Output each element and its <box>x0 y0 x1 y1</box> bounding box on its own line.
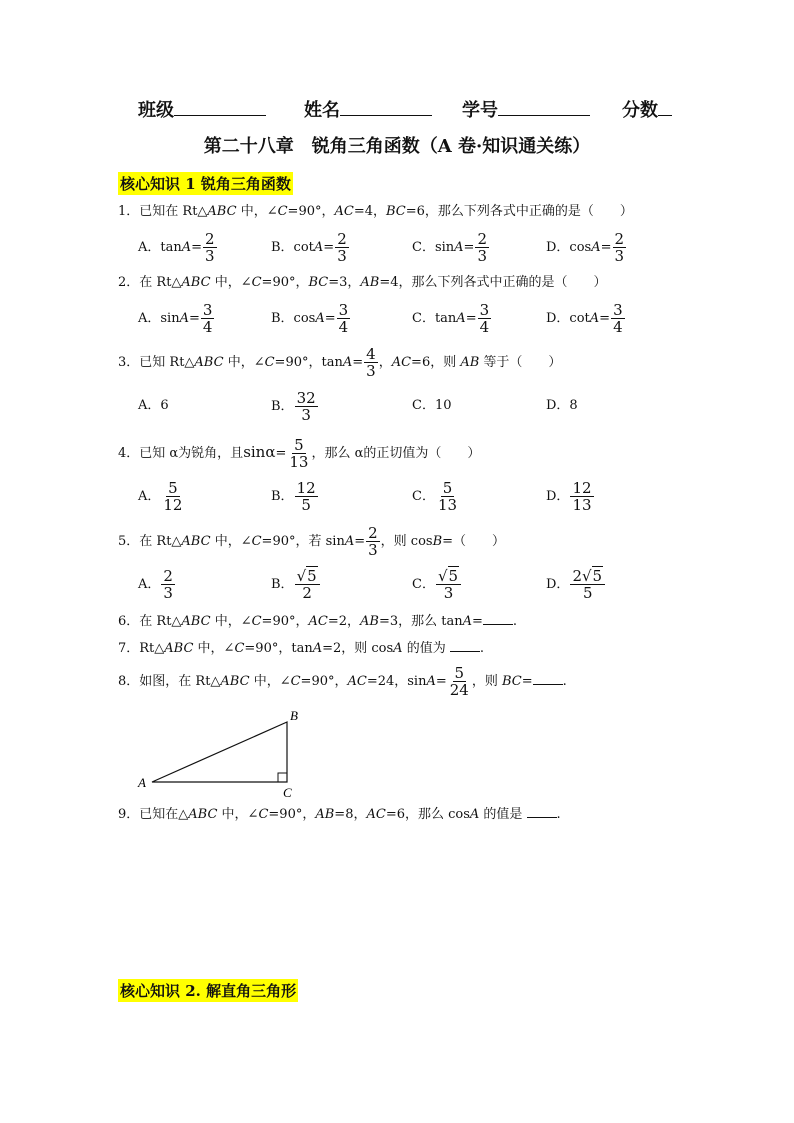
q3-option-a[interactable]: A．6 <box>138 398 169 413</box>
question-3: 3．已知 Rt△ABC 中，∠C=90°，tanA= $\frac{4}{3}$ ，AC=6，则 AB 等于（ ） <box>118 345 562 380</box>
q9-answer-blank[interactable] <box>527 805 557 818</box>
q4-option-a[interactable]: A． $\frac{5}{12}$ <box>138 479 183 514</box>
vertex-label-c: C <box>283 785 292 800</box>
student-id-field[interactable]: 学号 <box>462 96 590 122</box>
q2-option-d[interactable]: D．cotA= $\frac{3}{4}$ <box>546 301 623 336</box>
q8-answer-blank[interactable] <box>533 672 563 685</box>
sqrt-symbol: √ <box>581 567 592 585</box>
question-4: 4．已知 α为锐角，且sinα= $\frac{5}{13}$ ，那么 α的正切值为（ ） <box>118 436 481 471</box>
page-title: 第二十八章 锐角三角函数（A 卷·知识通关练） <box>203 136 591 157</box>
q1-option-a[interactable]: A．tanA= $\frac{2}{3}$ <box>138 230 215 265</box>
sqrt-symbol: √ <box>296 567 307 585</box>
score-field[interactable]: 分数 <box>622 96 672 122</box>
triangle-abc <box>152 722 287 782</box>
q5-option-b[interactable]: B． $\frac{√5}{2}$ <box>271 568 321 601</box>
question-9: 9．已知在△ABC 中，∠C=90°，AB=8，AC=6，那么 cosA 的值是 . <box>118 807 561 822</box>
q5-option-a[interactable]: A． $\frac{2}{3}$ <box>138 567 173 602</box>
section-heading-2: 核心知识 2. 解直角三角形 <box>118 979 298 1002</box>
q5-option-d[interactable]: D． $\frac{2√5}{5}$ <box>546 568 606 601</box>
q4-option-d[interactable]: D． $\frac{12}{13}$ <box>546 479 592 514</box>
question-6: 6．在 Rt△ABC 中，∠C=90°，AC=2，AB=3，那么 tanA= . <box>118 614 518 629</box>
class-field[interactable]: 班级 <box>138 96 266 122</box>
name-field[interactable]: 姓名 <box>304 96 432 122</box>
right-triangle-figure <box>130 705 310 800</box>
q3-option-b[interactable]: B． $\frac{32}{3}$ <box>271 389 316 424</box>
vertex-label-b: B <box>290 708 298 723</box>
q2-option-a[interactable]: A．sinA= $\frac{3}{4}$ <box>138 301 213 336</box>
q3-option-c[interactable]: C．10 <box>412 398 452 413</box>
section-heading-1: 核心知识 1 锐角三角函数 <box>118 172 293 195</box>
sqrt-symbol: √ <box>437 567 448 585</box>
student-info-header <box>0 96 794 126</box>
q5-option-c[interactable]: C． $\frac{√5}{3}$ <box>412 568 462 601</box>
q2-option-c[interactable]: C．tanA= $\frac{3}{4}$ <box>412 301 490 336</box>
q1-option-c[interactable]: C．sinA= $\frac{2}{3}$ <box>412 230 487 265</box>
q2-option-b[interactable]: B．cosA= $\frac{3}{4}$ <box>271 301 349 336</box>
q4-option-c[interactable]: C． $\frac{5}{13}$ <box>412 479 458 514</box>
question-5: 5．在 Rt△ABC 中，∠C=90°，若 sinA= $\frac{2}{3}$ ，则 cosB=（ ） <box>118 524 506 559</box>
q4-option-b[interactable]: B． $\frac{12}{5}$ <box>271 479 316 514</box>
q1-option-d[interactable]: D．cosA= $\frac{2}{3}$ <box>546 230 625 265</box>
q3-option-d[interactable]: D．8 <box>546 398 578 413</box>
q6-answer-blank[interactable] <box>483 612 513 625</box>
question-8: 8．如图，在 Rt△ABC 中，∠C=90°，AC=24，sinA= $\frac{5}{24}$ ，则 BC= . <box>118 664 567 699</box>
q1-option-b[interactable]: B．cotA= $\frac{2}{3}$ <box>271 230 347 265</box>
vertex-label-a: A <box>138 775 146 790</box>
question-1: 1．已知在 Rt△ABC 中，∠C=90°，AC=4，BC=6，那么下列各式中正确的是（ ） <box>118 204 633 219</box>
question-2: 2．在 Rt△ABC 中，∠C=90°，BC=3，AB=4，那么下列各式中正确的是（ ） <box>118 275 607 290</box>
q7-answer-blank[interactable] <box>450 639 480 652</box>
question-7: 7．Rt△ABC 中，∠C=90°，tanA=2，则 cosA 的值为 . <box>118 641 484 656</box>
right-angle-mark <box>278 773 287 782</box>
